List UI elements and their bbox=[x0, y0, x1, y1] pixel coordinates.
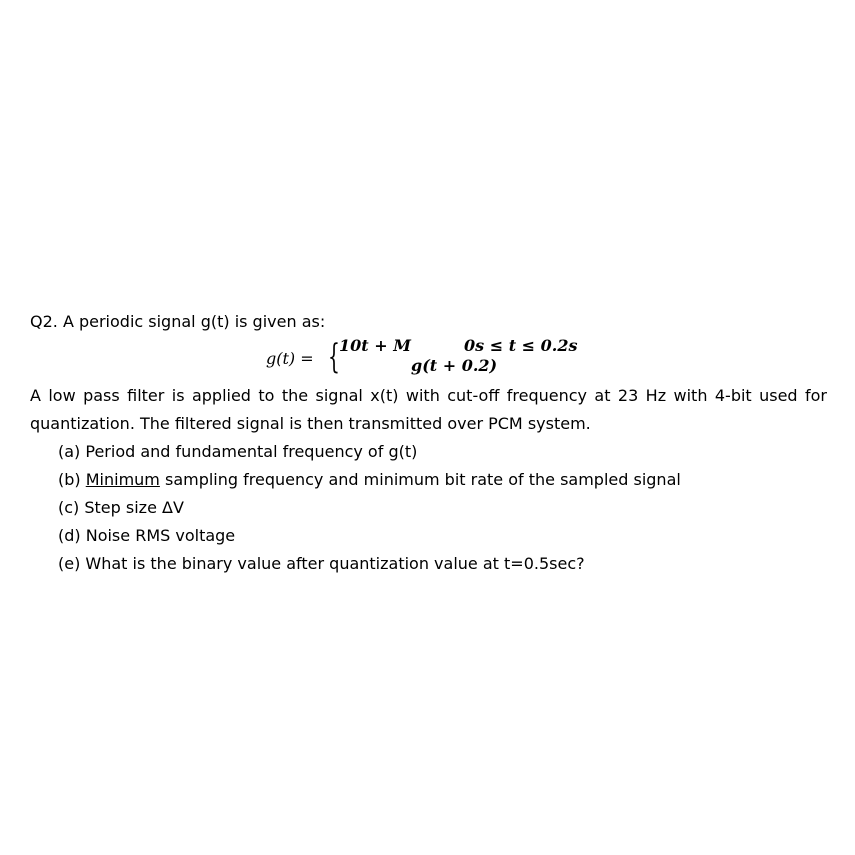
piecewise-equation bbox=[30, 336, 827, 382]
sub-question-list bbox=[58, 438, 827, 578]
sub-question-c: (c) Step size ΔV bbox=[58, 498, 184, 517]
sub-question-a: (a) Period and fundamental frequency of g(t) bbox=[58, 442, 418, 461]
equation-case2-expression: g(t + 0.2) bbox=[411, 356, 498, 375]
left-brace-symbol: { bbox=[328, 337, 340, 377]
sub-question-b-prefix: (b) bbox=[58, 470, 86, 489]
question-document bbox=[30, 308, 827, 578]
question-heading: Q2. A periodic signal g(t) is given as: bbox=[30, 312, 326, 331]
equation-case1-expression: 10t + M bbox=[339, 336, 411, 355]
paragraph-line-1: A low pass filter is applied to the signal x(t) with cut-off frequency at 23 Hz with 4-bit used for bbox=[30, 386, 827, 405]
paragraph-line-2: quantization. The filtered signal is then transmitted over PCM system. bbox=[30, 414, 591, 433]
equation-lhs: g(t) = bbox=[266, 349, 314, 368]
sub-question-b-emphasis: Minimum bbox=[85, 470, 160, 489]
sub-question-b bbox=[58, 466, 827, 494]
sub-question-b-suffix: sampling frequency and minimum bit rate of the sampled signal bbox=[159, 470, 681, 489]
sub-question-d: (d) Noise RMS voltage bbox=[58, 526, 236, 545]
equation-case1-condition: 0s ≤ t ≤ 0.2s bbox=[464, 336, 578, 355]
sub-question-e: (e) What is the binary value after quantization value at t=0.5sec? bbox=[58, 554, 585, 573]
